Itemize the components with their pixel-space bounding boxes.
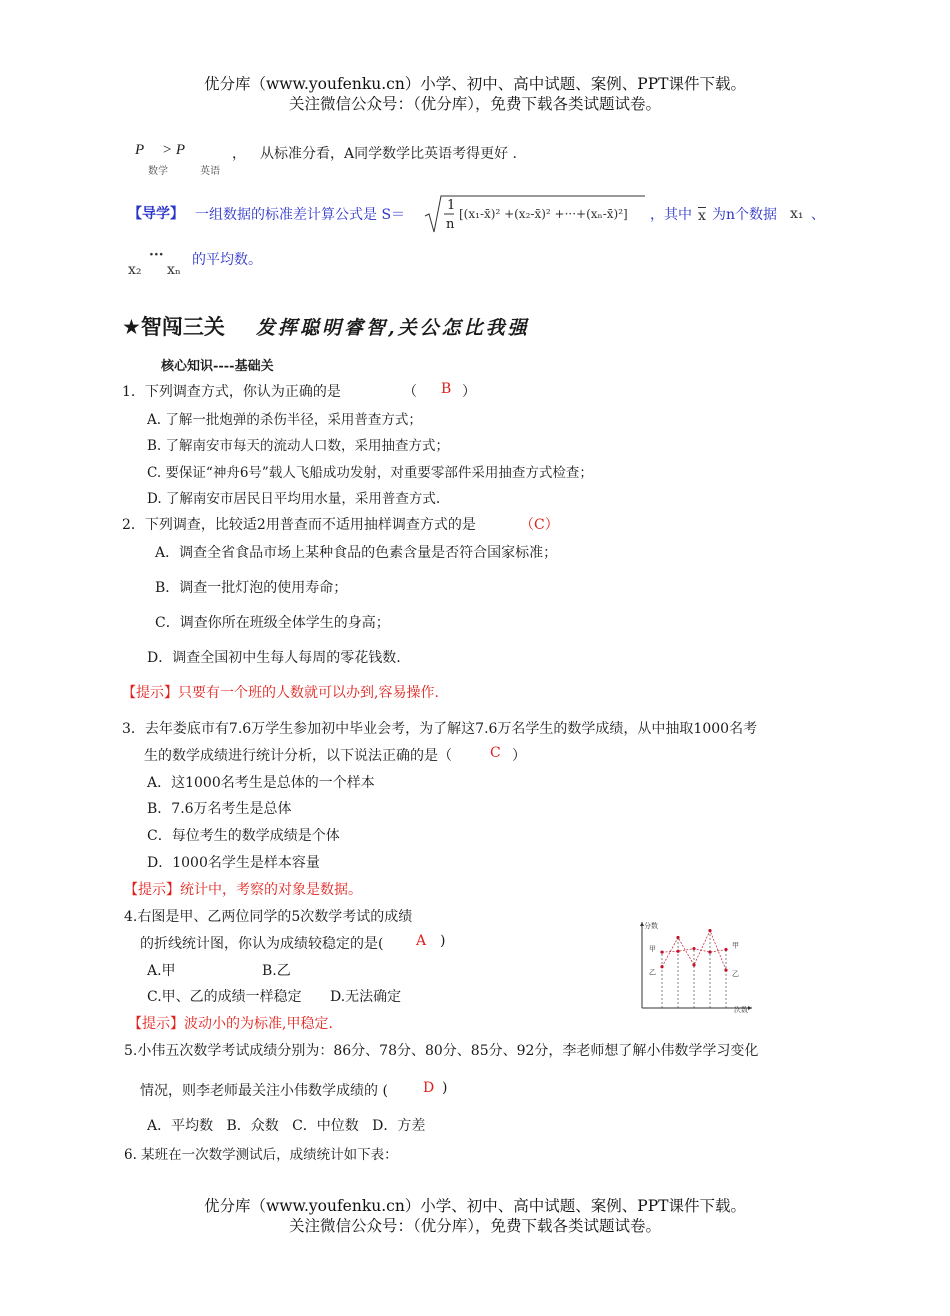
x2: x₂: [128, 262, 142, 278]
q4-option-c: C.甲、乙的成绩一样稳定: [147, 989, 302, 1005]
q3-option-d: D．1000名学生是样本容量: [147, 855, 320, 871]
x-axis-arrow: [748, 1006, 752, 1010]
xbar: $\overline{x}$: [698, 208, 706, 224]
q3-paren-right: ）: [512, 748, 526, 764]
q3-option-a: A．这1000名考生是总体的一个样本: [147, 775, 375, 791]
line-chart: [630, 912, 780, 1022]
q2-option-b: B．调查一批灯泡的使用寿命；: [155, 580, 348, 596]
series-1-point-3: [692, 947, 695, 950]
guide-text-2: ，其中: [650, 207, 692, 223]
series-label-3: 甲: [732, 941, 739, 950]
q1-paren-right: ）: [462, 384, 476, 400]
xn: xₙ: [167, 262, 181, 278]
series-2-point-5: [724, 969, 727, 972]
series-label-4: 乙: [732, 970, 739, 979]
q5-options: A．平均数 B．众数 C．中位数 D．方差: [147, 1118, 426, 1134]
q3-hint: 【提示】统计中，考察的对象是数据。: [124, 882, 362, 898]
q4-answer: A: [416, 933, 427, 949]
frac-den: n: [446, 217, 455, 232]
compare-conclusion: 从标准分看，A同学数学比英语考得更好 .: [260, 146, 518, 162]
q6-stem: 6. 某班在一次数学测试后，成绩统计如下表：: [124, 1147, 398, 1163]
q2-option-a: A．调查全省食品市场上某种食品的色素含量是否符合国家标准；: [155, 545, 558, 561]
q4-option-d: D.无法确定: [330, 989, 402, 1005]
q2-option-d: D．调查全国初中生每人每周的零花钱数.: [147, 650, 401, 666]
q1-paren-left: （: [403, 384, 417, 400]
formula-body: [(x₁-x̄)² +(x₂-x̄)² +···+(xₙ-x̄)²]: [459, 207, 628, 221]
y-axis-label: 分数: [644, 922, 658, 930]
q5-stem-2: 情况，则李老师最关注小伟数学成绩的 (: [140, 1083, 388, 1099]
series-2-point-4: [708, 929, 711, 932]
section-subtitle: 核心知识----基础关: [161, 359, 274, 374]
guide-text-3: 为n个数据: [712, 207, 778, 223]
q4-option-b: B.乙: [262, 963, 291, 979]
header-line-2: 关注微信公众号：（优分库），免费下载各类试题试卷。: [288, 95, 661, 113]
q1-answer: B: [441, 381, 452, 397]
q1-stem: 1．下列调查方式，你认为正确的是: [122, 384, 341, 400]
q4-hint: 【提示】波动小的为标准,甲稳定.: [128, 1016, 333, 1032]
q4-paren-right: ): [440, 933, 446, 949]
q5-paren-right: ): [442, 1080, 448, 1096]
series-label-1: 甲: [649, 945, 656, 954]
footer-line-2: 关注微信公众号：（优分库），免费下载各类试题试卷。: [288, 1217, 661, 1235]
guide-text-1: 一组数据的标准差计算公式是 S＝: [195, 207, 406, 223]
q4-option-a: A.甲: [147, 963, 176, 979]
series-1-point-5: [724, 948, 727, 951]
p-gt-english: > P: [162, 142, 186, 158]
q1-option-a: A. 了解一批炮弹的杀伤半径，采用普查方式；: [147, 412, 422, 428]
x-axis-label: 次数: [734, 1006, 748, 1014]
guide-tag: [128, 203, 184, 223]
subscript-english: 英语: [200, 166, 220, 177]
dots: ···: [149, 247, 164, 263]
series-2-point-1: [660, 965, 663, 968]
q3-stem-1: 3．去年娄底市有7.6万学生参加初中毕业会考，为了解这7.6万名学生的数学成绩，从中抽取1000名考: [122, 721, 758, 737]
series-1-point-2: [676, 950, 679, 953]
guide-tag-text: 【导学】: [128, 206, 184, 222]
x1: x₁: [790, 206, 804, 222]
series-1-point-1: [660, 951, 663, 954]
series-1-point-4: [708, 951, 711, 954]
series-label-2: 乙: [649, 968, 656, 977]
series-2-point-2: [676, 936, 679, 939]
header-line-1: 优分库（www.youfenku.cn）小学、初中、高中试题、案例、PPT课件下载。: [203, 75, 747, 93]
q1-option-b: B. 了解南安市每天的流动人口数，采用抽查方式；: [147, 438, 450, 454]
q3-option-c: C．每位考生的数学成绩是个体: [147, 828, 340, 844]
compare-comma: ，: [232, 146, 246, 162]
q2-hint: 【提示】只要有一个班的人数就可以办到,容易操作.: [122, 685, 439, 701]
q5-answer: D: [423, 1080, 435, 1096]
section-title: ★智闯三关: [122, 315, 225, 339]
p-math: P: [135, 142, 145, 158]
q1-option-d: D. 了解南安市居民日平均用水量，采用普查方式.: [147, 491, 441, 507]
footer-line-1: 优分库（www.youfenku.cn）小学、初中、高中试题、案例、PPT课件下载。: [203, 1197, 747, 1215]
frac-num: 1: [447, 198, 456, 213]
q4-stem-1: 4.右图是甲、乙两位同学的5次数学考试的成绩: [124, 909, 413, 925]
q2-option-c: C．调查你所在班级全体学生的身高；: [155, 615, 390, 631]
q1-option-c: C. 要保证“神舟6号”载人飞船成功发射，对重要零部件采用抽查方式检查；: [147, 465, 593, 481]
q3-option-b: B．7.6万名考生是总体: [147, 801, 292, 817]
section-slogan: 发挥聪明睿智,关公怎比我强: [256, 317, 530, 339]
q2-stem: 2．下列调查，比较适2用普查而不适用抽样调查方式的是: [122, 517, 476, 533]
q3-stem-2: 生的数学成绩进行统计分析，以下说法正确的是（: [144, 748, 452, 764]
guide-text-4: 的平均数。: [192, 252, 262, 268]
subscript-math: 数学: [148, 166, 168, 177]
x1-separator: 、: [811, 207, 825, 223]
q2-answer: （C）: [520, 517, 559, 533]
q4-stem-2: 的折线统计图，你认为成绩较稳定的是(: [140, 936, 384, 952]
q3-answer: C: [490, 745, 501, 761]
q5-stem-1: 5.小伟五次数学考试成绩分别为：86分、78分、80分、85分、92分，李老师想了解小伟数学学习变化: [124, 1043, 759, 1059]
series-2-point-3: [692, 963, 695, 966]
